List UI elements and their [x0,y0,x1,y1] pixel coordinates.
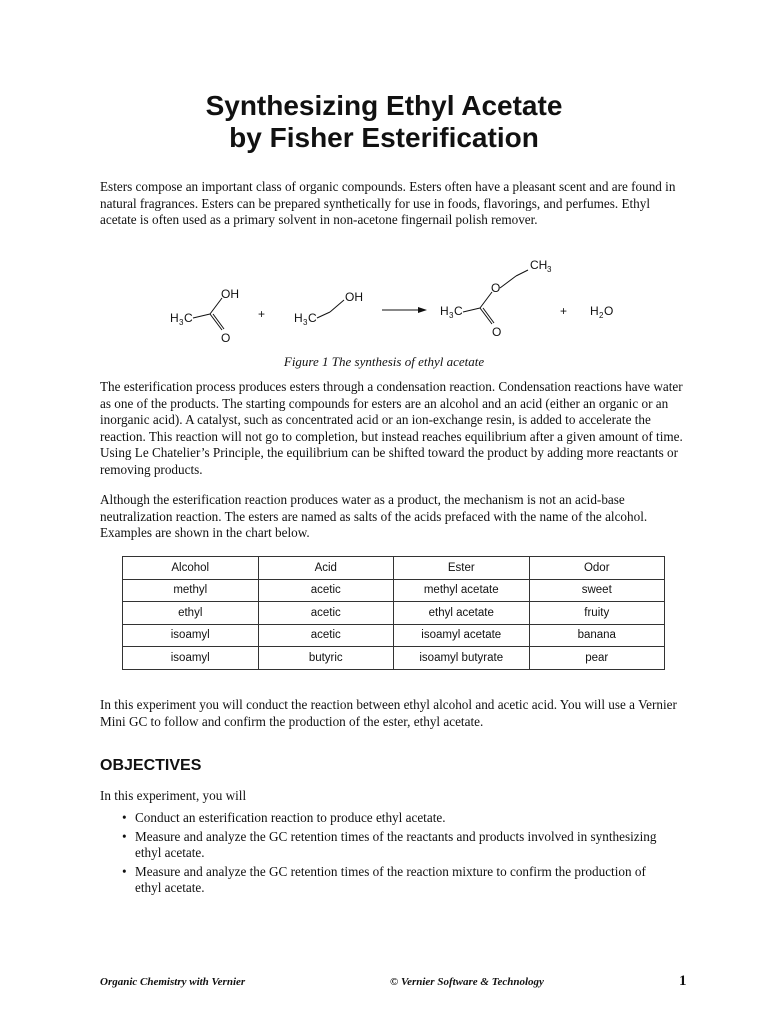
ester-o-bottom-label: O [492,325,502,339]
table-cell: ethyl acetate [394,602,530,625]
ester-sub-3: 3 [449,311,454,320]
acetic-acid-structure [170,287,239,345]
acid-h-label: H [170,311,179,325]
objective-text: Measure and analyze the GC retention times of the reaction mixture to confirm the production of ethyl acetate. [135,863,646,895]
list-item [100,864,660,897]
acid-oh-label: OH [221,287,239,301]
list-item [100,810,660,827]
ethyl-acetate-structure [440,258,552,339]
table-cell: butyric [258,647,394,670]
water-o-label: O [604,304,614,318]
acid-sub-3: 3 [179,318,184,327]
column-header-acid: Acid [258,557,394,580]
table-cell: methyl acetate [394,579,530,602]
table-header-row [123,557,665,580]
plus-sign-1: + [258,307,266,321]
footer-book-title: Organic Chemistry with Vernier [100,976,246,988]
bullet-icon: • [122,828,127,844]
title-line-1: Synthesizing Ethyl Acetate [205,90,563,121]
objectives-list [100,810,660,899]
methyl-sub-3: 3 [547,265,552,274]
table-cell: isoamyl butyrate [394,647,530,670]
table-row [123,602,665,625]
table-row [123,647,665,670]
mechanism-paragraph: Although the esterification reaction produces water as a product, the mechanism is not an acid-base neutralization reaction. The esters are named as salts of the acids prefaced with the name of the alcohol. Examples are shown in the chart below. [100,492,648,540]
table-cell: banana [529,624,665,647]
table-cell: methyl [123,579,259,602]
objective-text: Conduct an esterification reaction to produce ethyl acetate. [135,810,446,825]
table-cell: pear [529,647,665,670]
ester-h-label: H [440,304,449,318]
list-item [100,829,660,862]
column-header-alcohol: Alcohol [123,557,259,580]
alcohol-c-label: C [308,311,317,325]
acid-o-label: O [221,331,231,345]
objective-text: Measure and analyze the GC retention times of the reactants and products involved in synthesizing ethyl acetate. [135,828,657,860]
intro-paragraph: Esters compose an important class of organic compounds. Esters often have a pleasant scent and are found in natural fragrances. Esters can be prepared synthetically for use in foods, flavorings, and perfumes. Ethyl acetate is often used as a primary solvent in non-acetone fingernail polish remover. [100,179,676,227]
ethanol-structure [294,290,363,327]
alcohol-h-label: H [294,311,303,325]
page-title [0,90,768,154]
water-sub-2: 2 [599,311,604,320]
table-row [123,624,665,647]
reaction-scheme [160,252,630,347]
table-cell: isoamyl acetate [394,624,530,647]
table-row [123,579,665,602]
objectives-intro: In this experiment, you will [100,788,247,803]
ester-c-label: C [454,304,463,318]
ester-o-top-label: O [491,281,501,295]
table-cell: isoamyl [123,647,259,670]
alcohol-sub-3: 3 [303,318,308,327]
title-line-2: by Fisher Esterification [229,122,539,153]
methyl-label: CH [530,258,548,272]
esterification-paragraph: The esterification process produces esters through a condensation reaction. Condensation reactions have water as one of the products. The starting compounds for esters are an alcohol and an acid (either an organic or an inorganic acid). A catalyst, such as concentrated acid or an ion-exchange resin, is added to accelerate the reaction. This reaction will not go to completion, but instead reaches equilibrium after a given amount of time. Using Le Chatelier’s Principle, the equilibrium can be shifted toward the product by adding more reactants or removing products. [100,379,683,477]
plus-sign-2: + [560,304,568,318]
reaction-arrow [382,307,427,313]
table-cell: acetic [258,624,394,647]
table-cell: acetic [258,579,394,602]
page-number: 1 [679,973,687,989]
bullet-icon: • [122,863,127,879]
table-cell: sweet [529,579,665,602]
objectives-heading: OBJECTIVES [100,757,202,774]
experiment-paragraph: In this experiment you will conduct the reaction between ethyl alcohol and acetic acid. You will use a Vernier Mini GC to follow and confirm the production of the ester, ethyl acetate. [100,697,677,729]
figure-caption: Figure 1 The synthesis of ethyl acetate [283,354,485,369]
table-cell: ethyl [123,602,259,625]
column-header-ester: Ester [394,557,530,580]
bullet-icon: • [122,810,127,825]
ester-examples-table [122,556,665,670]
table-cell: acetic [258,602,394,625]
table-cell: fruity [529,602,665,625]
acid-c-label: C [184,311,193,325]
alcohol-oh-label: OH [345,290,363,304]
column-header-odor: Odor [529,557,665,580]
water-h-label: H [590,304,599,318]
footer-copyright: © Vernier Software & Technology [390,976,544,988]
table-cell: isoamyl [123,624,259,647]
water-structure [590,304,613,320]
